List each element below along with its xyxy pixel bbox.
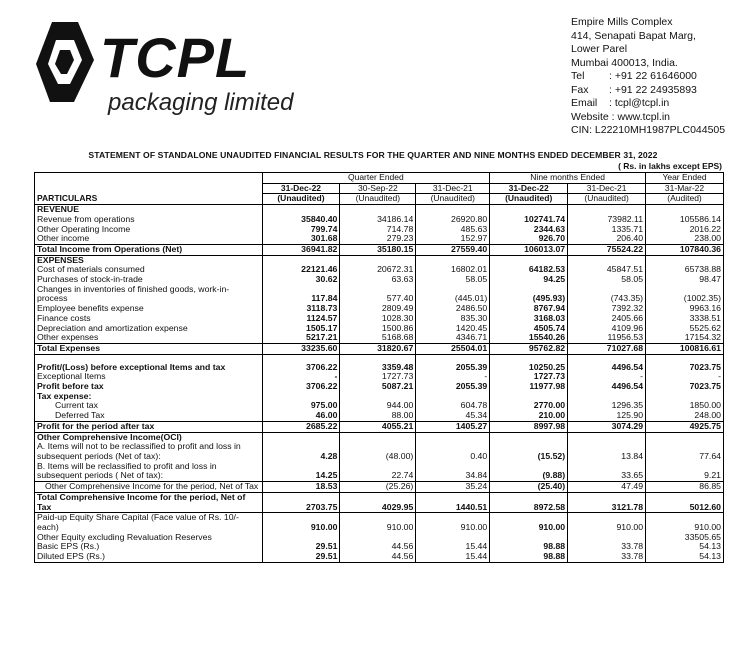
col-status: (Unaudited) bbox=[416, 194, 490, 205]
row-value: 73982.11 bbox=[568, 215, 646, 225]
row-value: 102741.74 bbox=[490, 215, 568, 225]
col-date: 30-Sep-22 bbox=[340, 183, 416, 194]
table-row bbox=[35, 542, 724, 552]
row-label: Deferred Tax bbox=[35, 411, 263, 421]
row-value: 98.47 bbox=[646, 275, 724, 285]
row-value: 9.21 bbox=[646, 462, 724, 482]
col-status: (Unaudited) bbox=[490, 194, 568, 205]
row-value: 13.84 bbox=[568, 442, 646, 461]
row-value: 45.34 bbox=[416, 411, 490, 421]
row-value: 1727.73 bbox=[340, 372, 416, 382]
col-date: 31-Dec-22 bbox=[262, 183, 340, 194]
particulars-header: PARTICULARS bbox=[35, 173, 263, 205]
row-value: (1002.35) bbox=[646, 285, 724, 304]
row-value: 4925.75 bbox=[646, 421, 724, 432]
row-value: (445.01) bbox=[416, 285, 490, 304]
row-value: 11977.98 bbox=[490, 382, 568, 392]
row-value: 34.84 bbox=[416, 462, 490, 482]
row-value: 5012.60 bbox=[646, 492, 724, 512]
row-value: 54.13 bbox=[646, 552, 724, 562]
row-value: 8972.58 bbox=[490, 492, 568, 512]
table-row bbox=[35, 552, 724, 562]
statement-title: STATEMENT OF STANDALONE UNAUDITED FINANCIAL RESULTS FOR THE QUARTER AND NINE MONTHS ENDED DECEMBER 31, 2022 bbox=[88, 150, 658, 160]
row-value: 35180.15 bbox=[340, 244, 416, 255]
row-value: 2016.22 bbox=[646, 225, 724, 235]
row-value: - bbox=[568, 372, 646, 382]
row-value: 2809.49 bbox=[340, 304, 416, 314]
row-value: 4029.95 bbox=[340, 492, 416, 512]
row-value: 26920.80 bbox=[416, 215, 490, 225]
row-value: - bbox=[262, 372, 340, 382]
nine-months-ended-header: Nine months Ended bbox=[490, 173, 646, 184]
row-value: 2055.39 bbox=[416, 382, 490, 392]
row-value: 1440.51 bbox=[416, 492, 490, 512]
row-value: 210.00 bbox=[490, 411, 568, 421]
row-value: 835.30 bbox=[416, 314, 490, 324]
cin-number: CIN: L22210MH1987PLC044505 bbox=[571, 124, 726, 136]
row-value: 206.40 bbox=[568, 234, 646, 244]
row-value: 14.25 bbox=[262, 462, 340, 482]
row-value: 799.74 bbox=[262, 225, 340, 235]
table-row bbox=[35, 382, 724, 392]
address-line: 414, Senapati Bapat Marg, bbox=[571, 29, 696, 42]
row-value: (48.00) bbox=[340, 442, 416, 461]
row-label: Other Comprehensive Income(OCI) bbox=[35, 432, 263, 442]
row-label: Basic EPS (Rs.) bbox=[35, 542, 263, 552]
table-row bbox=[35, 533, 724, 543]
row-label: B. Items will be reclassified to profit and loss in subsequent periods ( Net of tax): bbox=[35, 462, 263, 482]
col-date: 31-Dec-21 bbox=[416, 183, 490, 194]
row-value: 1500.86 bbox=[340, 324, 416, 334]
row-value: 5168.68 bbox=[340, 333, 416, 343]
row-value: 2703.75 bbox=[262, 492, 340, 512]
row-value: 58.05 bbox=[416, 275, 490, 285]
row-value: 36941.82 bbox=[262, 244, 340, 255]
row-value bbox=[340, 432, 416, 442]
row-value: 100816.61 bbox=[646, 343, 724, 354]
quarter-ended-header: Quarter Ended bbox=[262, 173, 490, 184]
row-value: 248.00 bbox=[646, 411, 724, 421]
row-value: 44.56 bbox=[340, 542, 416, 552]
tel-value: : +91 22 61646000 bbox=[609, 70, 697, 82]
row-value: 45847.51 bbox=[568, 265, 646, 275]
row-value: 910.00 bbox=[340, 513, 416, 533]
row-label: Profit/(Loss) before exceptional Items and tax bbox=[35, 363, 263, 373]
row-value: 20672.31 bbox=[340, 265, 416, 275]
row-value: 0.40 bbox=[416, 442, 490, 461]
row-label: REVENUE bbox=[35, 205, 263, 215]
row-value: 1505.17 bbox=[262, 324, 340, 334]
row-value: 238.00 bbox=[646, 234, 724, 244]
row-value: 71027.68 bbox=[568, 343, 646, 354]
row-value: 95762.82 bbox=[490, 343, 568, 354]
statement-units: ( Rs. in lakhs except EPS) bbox=[618, 161, 722, 171]
row-label: Employee benefits expense bbox=[35, 304, 263, 314]
row-value: 94.25 bbox=[490, 275, 568, 285]
row-label: A. Items will not to be reclassified to profit and loss in subsequent periods (Net of tax): bbox=[35, 442, 263, 461]
row-label: Tax expense: bbox=[35, 392, 263, 402]
row-value: 485.63 bbox=[416, 225, 490, 235]
row-value: 2770.00 bbox=[490, 401, 568, 411]
row-value: 2055.39 bbox=[416, 363, 490, 373]
row-value bbox=[416, 432, 490, 442]
row-label: Total Income from Operations (Net) bbox=[35, 244, 263, 255]
row-value: 4109.96 bbox=[568, 324, 646, 334]
row-label: Changes in inventories of finished goods, work-in-process bbox=[35, 285, 263, 304]
row-value: 35.24 bbox=[416, 482, 490, 493]
row-value: 910.00 bbox=[416, 513, 490, 533]
row-value: - bbox=[646, 372, 724, 382]
table-row bbox=[35, 482, 724, 493]
row-value bbox=[262, 432, 340, 442]
table-row bbox=[35, 513, 724, 533]
company-address-block bbox=[571, 16, 741, 138]
row-label: Current tax bbox=[35, 401, 263, 411]
financial-results-table bbox=[34, 172, 724, 563]
row-value: 2486.50 bbox=[416, 304, 490, 314]
row-value: (495.93) bbox=[490, 285, 568, 304]
col-status: (Unaudited) bbox=[568, 194, 646, 205]
row-value: 33505.65 bbox=[646, 533, 724, 543]
email-link[interactable]: : tcpl@tcpl.in bbox=[609, 97, 670, 109]
row-value: 910.00 bbox=[568, 513, 646, 533]
row-value: 11956.53 bbox=[568, 333, 646, 343]
row-value: 4496.54 bbox=[568, 382, 646, 392]
row-value: 944.00 bbox=[340, 401, 416, 411]
row-value: 9963.16 bbox=[646, 304, 724, 314]
table-row bbox=[35, 421, 724, 432]
row-value: 33235.60 bbox=[262, 343, 340, 354]
row-value: 54.13 bbox=[646, 542, 724, 552]
row-value: 1727.73 bbox=[490, 372, 568, 382]
row-value: 88.00 bbox=[340, 411, 416, 421]
row-value: 29.51 bbox=[262, 542, 340, 552]
table-row bbox=[35, 492, 724, 512]
row-value: 46.00 bbox=[262, 411, 340, 421]
row-value: 3706.22 bbox=[262, 363, 340, 373]
row-value: - bbox=[416, 372, 490, 382]
tel-row bbox=[571, 70, 741, 84]
row-value: 44.56 bbox=[340, 552, 416, 562]
row-value: 4.28 bbox=[262, 442, 340, 461]
row-value: 117.84 bbox=[262, 285, 340, 304]
table-row bbox=[35, 333, 724, 343]
year-ended-header: Year Ended bbox=[646, 173, 724, 184]
website-link[interactable]: : www.tcpl.in bbox=[611, 110, 671, 123]
row-value: 3706.22 bbox=[262, 382, 340, 392]
row-value: 3121.78 bbox=[568, 492, 646, 512]
row-label: Paid-up Equity Share Capital (Face value of Rs. 10/-each) bbox=[35, 513, 263, 533]
row-value: 125.90 bbox=[568, 411, 646, 421]
row-value: 58.05 bbox=[568, 275, 646, 285]
row-value: 4055.21 bbox=[340, 421, 416, 432]
row-label: Total Comprehensive Income for the period, Net of Tax bbox=[35, 492, 263, 512]
row-value: 18.53 bbox=[262, 482, 340, 493]
row-value: 1124.57 bbox=[262, 314, 340, 324]
row-value: 4496.54 bbox=[568, 363, 646, 373]
table-body bbox=[35, 205, 724, 563]
row-value: 604.78 bbox=[416, 401, 490, 411]
row-value: (9.88) bbox=[490, 462, 568, 482]
row-label: Revenue from operations bbox=[35, 215, 263, 225]
row-value: 105586.14 bbox=[646, 215, 724, 225]
row-value: 33.78 bbox=[568, 542, 646, 552]
row-value: 8997.98 bbox=[490, 421, 568, 432]
fax-row bbox=[571, 84, 741, 98]
row-value: 35840.40 bbox=[262, 215, 340, 225]
table-row bbox=[35, 343, 724, 354]
address-line: Mumbai 400013, India. bbox=[571, 56, 678, 69]
address-line: Empire Mills Complex bbox=[571, 16, 673, 28]
row-value: 16802.01 bbox=[416, 265, 490, 275]
row-label: Profit before tax bbox=[35, 382, 263, 392]
row-value bbox=[490, 432, 568, 442]
table-row bbox=[35, 234, 724, 244]
row-label: Cost of materials consumed bbox=[35, 265, 263, 275]
row-label: Exceptional Items bbox=[35, 372, 263, 382]
col-date: 31-Dec-22 bbox=[490, 183, 568, 194]
row-value: 10250.25 bbox=[490, 363, 568, 373]
row-value: 15540.26 bbox=[490, 333, 568, 343]
row-value: 3168.03 bbox=[490, 314, 568, 324]
row-label: EXPENSES bbox=[35, 255, 263, 265]
row-value: 47.49 bbox=[568, 482, 646, 493]
row-value: 910.00 bbox=[646, 513, 724, 533]
row-value: 5525.62 bbox=[646, 324, 724, 334]
row-value: 107840.36 bbox=[646, 244, 724, 255]
row-value: 1296.35 bbox=[568, 401, 646, 411]
row-value: 77.64 bbox=[646, 442, 724, 461]
row-value: 5217.21 bbox=[262, 333, 340, 343]
row-value: 33.78 bbox=[568, 552, 646, 562]
row-label: Other expenses bbox=[35, 333, 263, 343]
row-value: 2344.63 bbox=[490, 225, 568, 235]
row-value: 63.63 bbox=[340, 275, 416, 285]
row-value: 98.88 bbox=[490, 542, 568, 552]
logo-wordmark: TCPL bbox=[100, 26, 251, 89]
row-value: 714.78 bbox=[340, 225, 416, 235]
row-value: 22121.46 bbox=[262, 265, 340, 275]
row-label: Finance costs bbox=[35, 314, 263, 324]
fax-value: : +91 22 24935893 bbox=[609, 83, 697, 96]
row-label: Other income bbox=[35, 234, 263, 244]
row-value: 31820.67 bbox=[340, 343, 416, 354]
row-label: Other Comprehensive Income for the period, Net of Tax bbox=[35, 482, 263, 493]
row-value: 29.51 bbox=[262, 552, 340, 562]
row-value: 3118.73 bbox=[262, 304, 340, 314]
row-value: 1420.45 bbox=[416, 324, 490, 334]
row-value: 7392.32 bbox=[568, 304, 646, 314]
row-value: 926.70 bbox=[490, 234, 568, 244]
email-label: Email bbox=[571, 97, 598, 109]
fax-label: Fax bbox=[571, 83, 589, 96]
row-value: 106013.07 bbox=[490, 244, 568, 255]
row-value: 27559.40 bbox=[416, 244, 490, 255]
row-value: 34186.14 bbox=[340, 215, 416, 225]
row-value: 910.00 bbox=[262, 513, 340, 533]
col-status: (Unaudited) bbox=[340, 194, 416, 205]
row-value: (25.26) bbox=[340, 482, 416, 493]
row-label: Total Expenses bbox=[35, 343, 263, 354]
table-row bbox=[35, 442, 724, 461]
row-value: 64182.53 bbox=[490, 265, 568, 275]
website-row bbox=[571, 111, 741, 125]
row-value: 30.62 bbox=[262, 275, 340, 285]
row-value: 86.85 bbox=[646, 482, 724, 493]
table-row bbox=[35, 285, 724, 304]
row-value: (15.52) bbox=[490, 442, 568, 461]
row-value: 152.97 bbox=[416, 234, 490, 244]
col-date: 31-Dec-21 bbox=[568, 183, 646, 194]
row-value: 910.00 bbox=[490, 513, 568, 533]
address-line: Lower Parel bbox=[571, 43, 628, 55]
table-row bbox=[35, 244, 724, 255]
row-value: 3074.29 bbox=[568, 421, 646, 432]
table-row bbox=[35, 363, 724, 373]
tcpl-logo-mark-icon bbox=[34, 20, 96, 104]
row-value: 301.68 bbox=[262, 234, 340, 244]
col-status: (Unaudited) bbox=[262, 194, 340, 205]
row-value: 8767.94 bbox=[490, 304, 568, 314]
row-value: 4505.74 bbox=[490, 324, 568, 334]
row-value: 15.44 bbox=[416, 552, 490, 562]
row-value: 1028.30 bbox=[340, 314, 416, 324]
row-value: 3338.51 bbox=[646, 314, 724, 324]
table-row bbox=[35, 411, 724, 421]
row-value: 75524.22 bbox=[568, 244, 646, 255]
row-label: Other Equity excluding Revaluation Reserves bbox=[35, 533, 263, 543]
row-value: 3359.48 bbox=[340, 363, 416, 373]
row-value: 5087.21 bbox=[340, 382, 416, 392]
row-label: Depreciation and amortization expense bbox=[35, 324, 263, 334]
row-value: 65738.88 bbox=[646, 265, 724, 275]
row-value: 7023.75 bbox=[646, 363, 724, 373]
row-value: 33.65 bbox=[568, 462, 646, 482]
row-label: Diluted EPS (Rs.) bbox=[35, 552, 263, 562]
row-value: 1405.27 bbox=[416, 421, 490, 432]
company-logo bbox=[34, 16, 294, 126]
row-value: 25504.01 bbox=[416, 343, 490, 354]
row-value: (743.35) bbox=[568, 285, 646, 304]
header-group-row bbox=[35, 173, 724, 184]
row-label: Purchases of stock-in-trade bbox=[35, 275, 263, 285]
row-value: 17154.32 bbox=[646, 333, 724, 343]
row-value: 577.40 bbox=[340, 285, 416, 304]
row-label: Other Operating Income bbox=[35, 225, 263, 235]
row-value: 98.88 bbox=[490, 552, 568, 562]
row-value: (25.40) bbox=[490, 482, 568, 493]
row-value: 1850.00 bbox=[646, 401, 724, 411]
website-label: Website bbox=[571, 110, 609, 123]
row-value: 15.44 bbox=[416, 542, 490, 552]
row-value: 4346.71 bbox=[416, 333, 490, 343]
row-label: Profit for the period after tax bbox=[35, 421, 263, 432]
row-value: 975.00 bbox=[262, 401, 340, 411]
row-value: 279.23 bbox=[340, 234, 416, 244]
row-value: 2685.22 bbox=[262, 421, 340, 432]
email-row bbox=[571, 97, 741, 111]
row-value bbox=[646, 432, 724, 442]
table-row bbox=[35, 462, 724, 482]
row-value bbox=[568, 432, 646, 442]
row-value: 7023.75 bbox=[646, 382, 724, 392]
col-status: (Audited) bbox=[646, 194, 724, 205]
row-value: 2405.66 bbox=[568, 314, 646, 324]
col-date: 31-Mar-22 bbox=[646, 183, 724, 194]
logo-tagline: packaging limited bbox=[108, 89, 294, 116]
row-value: 22.74 bbox=[340, 462, 416, 482]
tel-label: Tel bbox=[571, 70, 585, 82]
row-value: 1335.71 bbox=[568, 225, 646, 235]
